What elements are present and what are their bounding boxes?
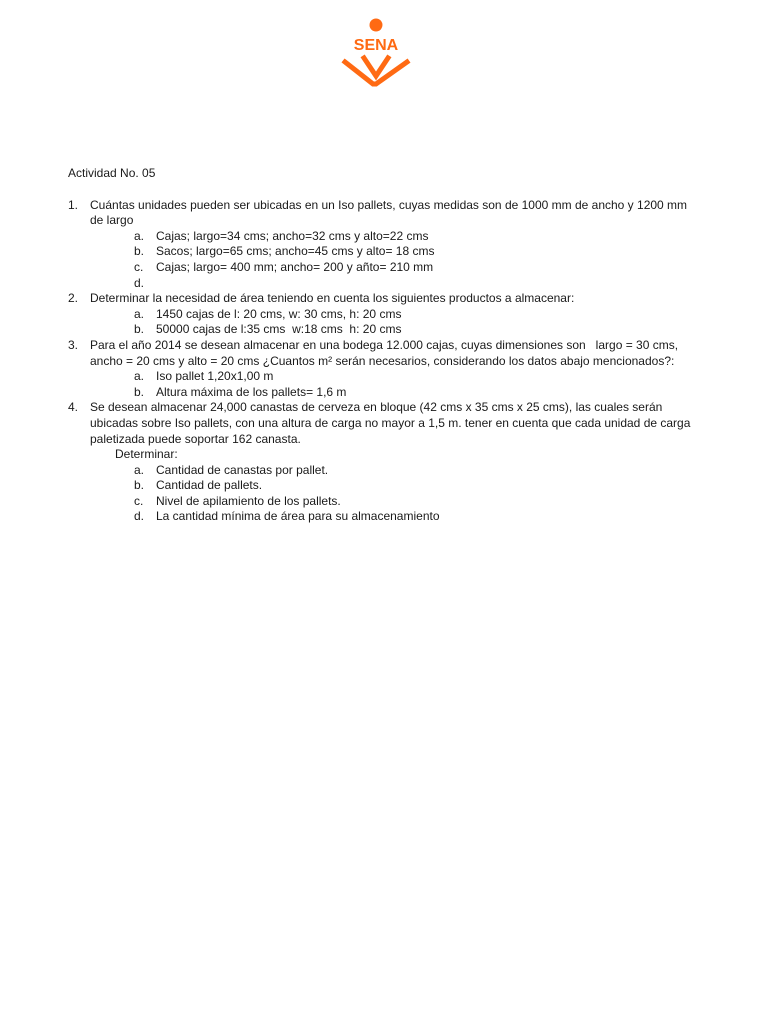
question-number: 1. [68,197,79,212]
sub-item-text: Cajas; largo=34 cms; ancho=32 cms y alto=22 cms [156,228,429,243]
question-item [68,338,698,400]
sub-item-letter: d. [134,275,145,290]
question-number: 3. [68,337,79,352]
sub-item-letter: a. [134,306,145,321]
sub-item-letter: b. [134,384,145,399]
sub-item-text: Cajas; largo= 400 mm; ancho= 200 y añto= 210 mm [156,259,434,274]
question-text: Cuántas unidades pueden ser ubicadas en un Iso pallets, cuyas medidas son de 1000 mm de ancho y 1200 mm de largo [90,197,688,228]
sub-item [134,369,698,385]
sub-item-letter: b. [134,478,145,493]
sub-item-list [90,307,698,338]
activity-title: Actividad No. 05 [68,166,156,180]
question-number: 2. [68,291,79,306]
sub-item-text: Iso pallet 1,20x1,00 m [156,369,274,384]
sub-item-text: Sacos; largo=65 cms; ancho=45 cms y alto= 18 cms [156,244,435,259]
sub-item [134,478,698,494]
sub-item-text: Altura máxima de los pallets= 1,6 m [156,384,347,399]
sub-item-letter: c. [134,493,144,508]
sub-item [134,385,698,401]
sub-item [134,260,698,276]
logo-text: SENA [353,37,399,54]
question-text: Determinar la necesidad de área teniendo en cuenta los siguientes productos a almacenar: [90,291,575,306]
sub-item [134,307,698,323]
sub-item-list [90,229,698,291]
sub-item [134,463,698,479]
question-note: Determinar: [115,447,178,462]
logo-head [370,19,383,32]
sub-item-letter: a. [134,462,145,477]
sub-item [134,509,698,525]
sub-item-letter: d. [134,509,145,524]
sub-item-letter: a. [134,369,145,384]
sena-logo [339,18,413,90]
sub-item-text: Nivel de apilamiento de los pallets. [156,493,341,508]
question-item [68,198,698,292]
sub-item-letter: a. [134,228,145,243]
sub-item-text: 1450 cajas de l: 20 cms, w: 30 cms, h: 20 cms [156,306,402,321]
sub-item [134,229,698,245]
sub-item-list [90,369,698,400]
sub-item-letter: b. [134,244,145,259]
sub-item [134,276,698,292]
question-number: 4. [68,400,79,415]
document-body [68,166,698,525]
question-text: Para el año 2014 se desean almacenar en una bodega 12.000 cajas, cuyas dimensiones son largo = 30 cms, ancho = 20 cms y alto = 20 cms ¿Cuantos m² serán necesarios, considerando los datos abajo mencionados?: [90,337,682,368]
question-text: Se desean almacenar 24,000 canastas de cerveza en bloque (42 cms x 35 cms x 25 cms), las cuales serán ubicadas sobre Iso pallets, con una altura de carga no mayor a 1,5 m. tener en cuenta que cada unidad de carga paletizada puede soportar 162 canasta. [90,400,691,446]
sub-item-text: 50000 cajas de l:35 cms w:18 cms h: 20 cms [156,322,402,337]
sub-item [134,244,698,260]
sub-item [134,494,698,510]
sub-item-text: La cantidad mínima de área para su almacenamiento [156,509,440,524]
question-item [68,400,698,525]
sub-item-letter: c. [134,259,144,274]
question-list [68,198,698,525]
sub-item-text: Cantidad de pallets. [156,478,263,493]
sub-item [134,322,698,338]
question-item [68,291,698,338]
sub-item-text: Cantidad de canastas por pallet. [156,462,329,477]
sub-item-letter: b. [134,322,145,337]
sub-item-list [90,463,698,525]
